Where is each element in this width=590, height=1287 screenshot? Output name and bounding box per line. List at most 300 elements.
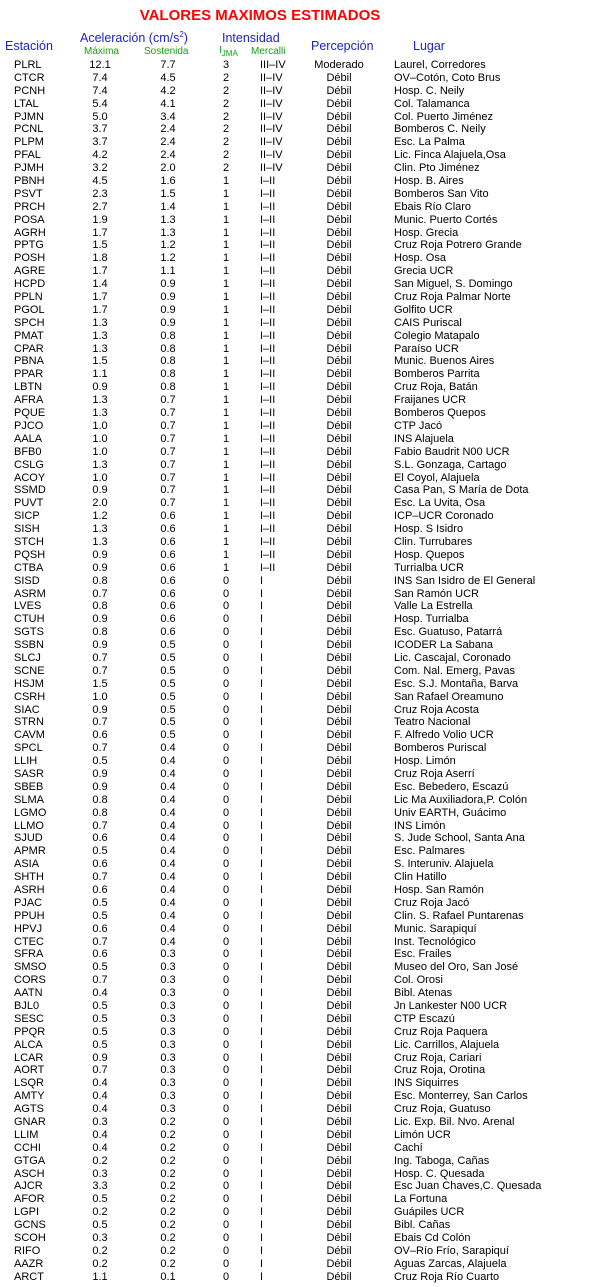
cell-maxima: 0.4	[92, 1128, 108, 1141]
cell-lugar: Lic. Carrillos, Alajuela	[394, 1038, 500, 1051]
cell-percepcion: Débil	[326, 497, 352, 510]
cell-ijma: 1	[222, 239, 230, 252]
cell-mercalli: I–II	[260, 458, 276, 471]
cell-percepcion: Débil	[326, 523, 352, 536]
cell-sostenida: 4.5	[160, 71, 176, 84]
cell-sostenida: 0.6	[160, 626, 176, 639]
cell-lugar: Com. Nal. Emerg, Pavas	[394, 664, 516, 677]
cell-ijma: 1	[222, 548, 230, 561]
cell-maxima: 1.7	[92, 303, 108, 316]
cell-ijma: 2	[222, 71, 230, 84]
cell-mercalli: I	[260, 1219, 264, 1232]
cell-lugar: Hosp. Osa	[394, 252, 446, 265]
cell-lugar: Col. Talamanca	[394, 97, 470, 110]
cell-lugar: Cruz Roja Palmar Norte	[394, 291, 511, 304]
header-intensidad: Intensidad	[222, 31, 280, 45]
cell-maxima: 0.6	[92, 922, 108, 935]
cell-sostenida: 0.4	[160, 935, 176, 948]
cell-mercalli: I–II	[260, 561, 276, 574]
cell-maxima: 0.7	[92, 1064, 108, 1077]
cell-ijma: 0	[222, 896, 230, 909]
cell-lugar: Fabio Baudrit N00 UCR	[394, 445, 510, 458]
cell-estacion: ASIA	[14, 858, 40, 871]
cell-lugar: Hosp. San Ramón	[394, 884, 484, 896]
cell-mercalli: I–II	[260, 381, 276, 394]
header-estacion: Estación	[5, 39, 53, 53]
cell-estacion: LCAR	[14, 1051, 44, 1064]
cell-maxima: 1.1	[92, 1270, 108, 1283]
table-row	[0, 201, 590, 214]
table-row	[0, 1129, 590, 1142]
cell-sostenida: 0.5	[160, 690, 176, 703]
cell-percepcion: Débil	[326, 381, 352, 394]
cell-percepcion: Débil	[326, 690, 352, 703]
cell-mercalli: I	[260, 896, 264, 909]
cell-maxima: 0.8	[92, 574, 108, 587]
cell-lugar: Bomberos Quepos	[394, 407, 486, 420]
cell-maxima: 1.3	[92, 523, 108, 536]
cell-estacion: CSLG	[14, 458, 44, 471]
cell-sostenida: 0.3	[160, 1103, 176, 1116]
cell-percepcion: Débil	[326, 1270, 352, 1283]
cell-sostenida: 0.4	[160, 767, 176, 780]
cell-lugar: Cachí	[394, 1141, 423, 1154]
cell-estacion: SPCL	[14, 742, 43, 755]
cell-maxima: 0.5	[92, 1000, 108, 1013]
table-row	[0, 446, 590, 459]
cell-mercalli: I–II	[260, 278, 276, 291]
cell-sostenida: 1.2	[160, 239, 176, 252]
cell-ijma: 0	[222, 1090, 230, 1103]
cell-estacion: SISH	[14, 523, 40, 536]
cell-mercalli: I	[260, 871, 264, 884]
cell-mercalli: I–II	[260, 407, 276, 420]
cell-lugar: Munic. Puerto Cortés	[394, 213, 498, 226]
cell-mercalli: I–II	[260, 432, 276, 445]
table-row	[0, 987, 590, 1000]
cell-sostenida: 0.8	[160, 329, 176, 342]
cell-ijma: 0	[222, 1025, 230, 1038]
table-row	[0, 252, 590, 265]
cell-lugar: Clin. Pto Jiménez	[394, 162, 480, 175]
cell-mercalli: I	[260, 1244, 264, 1257]
table-row	[0, 678, 590, 691]
cell-percepcion: Débil	[326, 767, 352, 780]
table-row	[0, 1026, 590, 1039]
cell-lugar: S. Interuniv. Alajuela	[394, 858, 494, 871]
cell-ijma: 2	[222, 84, 230, 97]
cell-sostenida: 0.2	[160, 1167, 176, 1180]
cell-sostenida: 0.4	[160, 871, 176, 884]
cell-ijma: 1	[222, 535, 230, 548]
cell-estacion: CTCR	[14, 71, 45, 84]
cell-lugar: Cruz Roja, Guatuso	[394, 1103, 491, 1116]
cell-ijma: 2	[222, 123, 230, 136]
cell-percepcion: Débil	[326, 484, 352, 497]
cell-estacion: POSH	[14, 252, 46, 265]
cell-estacion: PCNL	[14, 123, 44, 136]
cell-sostenida: 0.3	[160, 1025, 176, 1038]
cell-maxima: 1.4	[92, 278, 108, 291]
cell-estacion: PJCO	[14, 419, 44, 432]
cell-lugar: ICP–UCR Coronado	[394, 510, 494, 523]
header-lugar: Lugar	[413, 39, 445, 53]
cell-mercalli: I	[260, 832, 264, 845]
cell-lugar: Colegio Matapalo	[394, 329, 480, 342]
cell-sostenida: 0.3	[160, 1012, 176, 1025]
cell-mercalli: I–II	[260, 200, 276, 213]
cell-estacion: AGTS	[14, 1103, 44, 1116]
cell-lugar: Cruz Roja Jacó	[394, 896, 470, 909]
cell-maxima: 5.4	[92, 97, 108, 110]
cell-mercalli: II–IV	[260, 84, 283, 97]
cell-percepcion: Débil	[326, 613, 352, 626]
cell-sostenida: 0.6	[160, 613, 176, 626]
cell-lugar: Esc Juan Chaves,C. Quesada	[394, 1180, 542, 1193]
cell-lugar: Laurel, Corredores	[394, 59, 486, 71]
cell-mercalli: I	[260, 729, 264, 742]
cell-sostenida: 0.7	[160, 458, 176, 471]
cell-mercalli: I	[260, 716, 264, 729]
table-row	[0, 536, 590, 549]
cell-ijma: 0	[222, 755, 230, 768]
cell-ijma: 1	[222, 445, 230, 458]
table-row	[0, 832, 590, 845]
cell-percepcion: Débil	[326, 561, 352, 574]
cell-sostenida: 0.9	[160, 278, 176, 291]
cell-ijma: 0	[222, 961, 230, 974]
cell-maxima: 0.9	[92, 639, 108, 652]
cell-estacion: SBEB	[14, 780, 44, 793]
page-title: VALORES MAXIMOS ESTIMADOS	[139, 7, 381, 24]
cell-percepcion: Débil	[326, 97, 352, 110]
cell-ijma: 0	[222, 935, 230, 948]
cell-lugar: Cruz Roja Aserrí	[394, 767, 475, 780]
cell-percepcion: Débil	[326, 1180, 352, 1193]
cell-percepcion: Débil	[326, 1244, 352, 1257]
cell-percepcion: Débil	[326, 896, 352, 909]
cell-ijma: 0	[222, 651, 230, 664]
table-row	[0, 639, 590, 652]
cell-lugar: Esc. Palmares	[394, 845, 465, 858]
cell-maxima: 1.0	[92, 445, 108, 458]
cell-sostenida: 2.4	[160, 149, 176, 162]
cell-ijma: 1	[222, 432, 230, 445]
cell-maxima: 0.6	[92, 729, 108, 742]
cell-estacion: ASRM	[14, 587, 46, 600]
cell-mercalli: I	[260, 845, 264, 858]
cell-sostenida: 0.4	[160, 909, 176, 922]
cell-maxima: 0.7	[92, 819, 108, 832]
cell-percepcion: Débil	[326, 922, 352, 935]
cell-percepcion: Débil	[326, 961, 352, 974]
cell-percepcion: Débil	[326, 1000, 352, 1013]
cell-estacion: ASRH	[14, 884, 45, 896]
cell-percepcion: Débil	[326, 716, 352, 729]
cell-sostenida: 0.7	[160, 471, 176, 484]
cell-estacion: SJUD	[14, 832, 43, 845]
cell-percepcion: Débil	[326, 1064, 352, 1077]
table-row	[0, 1052, 590, 1065]
cell-sostenida: 0.3	[160, 961, 176, 974]
cell-mercalli: I	[260, 1000, 264, 1013]
table-row	[0, 1219, 590, 1232]
cell-mercalli: I	[260, 1232, 264, 1245]
cell-sostenida: 1.4	[160, 200, 176, 213]
cell-maxima: 4.2	[92, 149, 108, 162]
cell-percepcion: Débil	[326, 948, 352, 961]
table-row	[0, 227, 590, 240]
cell-estacion: SPCH	[14, 316, 45, 329]
cell-maxima: 1.3	[92, 329, 108, 342]
cell-mercalli: I–II	[260, 175, 276, 188]
table-row	[0, 368, 590, 381]
cell-lugar: Munic. Buenos Aires	[394, 355, 495, 368]
cell-sostenida: 0.5	[160, 677, 176, 690]
table-row	[0, 820, 590, 833]
cell-mercalli: II–IV	[260, 110, 283, 123]
cell-lugar: Hosp. C. Neily	[394, 84, 465, 97]
cell-maxima: 1.1	[92, 368, 108, 381]
cell-maxima: 0.4	[92, 987, 108, 1000]
cell-ijma: 2	[222, 136, 230, 149]
cell-sostenida: 2.0	[160, 162, 176, 175]
cell-ijma: 0	[222, 742, 230, 755]
cell-estacion: PPQR	[14, 1025, 46, 1038]
cell-sostenida: 1.5	[160, 187, 176, 200]
cell-percepcion: Débil	[326, 535, 352, 548]
cell-mercalli: I	[260, 884, 264, 896]
cell-estacion: SCOH	[14, 1232, 46, 1245]
cell-lugar: Col. Orosi	[394, 974, 443, 987]
cell-maxima: 0.4	[92, 1103, 108, 1116]
cell-estacion: AATN	[14, 987, 43, 1000]
cell-estacion: BJL0	[14, 1000, 40, 1013]
cell-lugar: INS San Isidro de El General	[394, 574, 536, 587]
cell-mercalli: I	[260, 639, 264, 652]
cell-sostenida: 0.4	[160, 845, 176, 858]
cell-sostenida: 0.2	[160, 1232, 176, 1245]
cell-mercalli: I	[260, 935, 264, 948]
cell-mercalli: I	[260, 1064, 264, 1077]
cell-ijma: 0	[222, 1154, 230, 1167]
table-row	[0, 961, 590, 974]
cell-sostenida: 0.4	[160, 922, 176, 935]
cell-lugar: INS Alajuela	[394, 432, 454, 445]
cell-mercalli: I	[260, 909, 264, 922]
table-row	[0, 1180, 590, 1193]
cell-mercalli: II–IV	[260, 71, 283, 84]
cell-ijma: 0	[222, 832, 230, 845]
cell-sostenida: 0.9	[160, 316, 176, 329]
cell-mercalli: I	[260, 1128, 264, 1141]
table-row	[0, 175, 590, 188]
cell-mercalli: I	[260, 664, 264, 677]
cell-sostenida: 4.1	[160, 97, 176, 110]
cell-sostenida: 0.4	[160, 780, 176, 793]
table-row	[0, 729, 590, 742]
cell-mercalli: I–II	[260, 445, 276, 458]
cell-ijma: 0	[222, 600, 230, 613]
table-row	[0, 1103, 590, 1116]
table-row	[0, 1077, 590, 1090]
cell-lugar: OV–Cotón, Coto Brus	[394, 71, 501, 84]
cell-ijma: 0	[222, 922, 230, 935]
cell-maxima: 0.7	[92, 935, 108, 948]
subheader-ijma	[219, 45, 238, 56]
cell-ijma: 0	[222, 948, 230, 961]
table-row	[0, 188, 590, 201]
cell-maxima: 0.7	[92, 742, 108, 755]
cell-lugar: Valle La Estrella	[394, 600, 473, 613]
cell-sostenida: 4.2	[160, 84, 176, 97]
cell-maxima: 0.5	[92, 755, 108, 768]
cell-ijma: 0	[222, 884, 230, 896]
cell-maxima: 0.6	[92, 884, 108, 896]
cell-ijma: 0	[222, 1128, 230, 1141]
cell-lugar: La Fortuna	[394, 1193, 448, 1206]
cell-mercalli: I	[260, 793, 264, 806]
cell-estacion: GTGA	[14, 1154, 46, 1167]
cell-estacion: LTAL	[14, 97, 39, 110]
cell-estacion: SISD	[14, 574, 40, 587]
cell-mercalli: I	[260, 948, 264, 961]
cell-estacion: HCPD	[14, 278, 46, 291]
cell-ijma: 0	[222, 1116, 230, 1129]
cell-estacion: AMTY	[14, 1090, 45, 1103]
cell-maxima: 1.0	[92, 471, 108, 484]
cell-percepcion: Débil	[326, 252, 352, 265]
cell-maxima: 0.3	[92, 1232, 108, 1245]
cell-percepcion: Débil	[326, 445, 352, 458]
cell-mercalli: I–II	[260, 265, 276, 278]
cell-lugar: Ebais Río Claro	[394, 200, 472, 213]
table-row	[0, 459, 590, 472]
cell-sostenida: 2.4	[160, 136, 176, 149]
cell-estacion: PLRL	[14, 59, 42, 71]
table-row	[0, 1013, 590, 1026]
cell-ijma: 0	[222, 1012, 230, 1025]
cell-estacion: STCH	[14, 535, 44, 548]
cell-percepcion: Débil	[326, 432, 352, 445]
cell-lugar: Lic. Finca Alajuela,Osa	[394, 149, 506, 162]
cell-percepcion: Débil	[326, 871, 352, 884]
cell-maxima: 1.3	[92, 394, 108, 407]
cell-lugar: Lic Ma Auxiliadora,P. Colón	[394, 793, 528, 806]
cell-ijma: 0	[222, 1051, 230, 1064]
cell-mercalli: I	[260, 1103, 264, 1116]
cell-mercalli: II–IV	[260, 149, 283, 162]
cell-estacion: PPUH	[14, 909, 45, 922]
cell-maxima: 0.3	[92, 1167, 108, 1180]
cell-mercalli: II–IV	[260, 136, 283, 149]
cell-estacion: APMR	[14, 845, 46, 858]
table-row	[0, 510, 590, 523]
header-aceleracion	[80, 31, 188, 45]
table-row	[0, 1155, 590, 1168]
cell-estacion: PQSH	[14, 548, 46, 561]
cell-mercalli: I–II	[260, 368, 276, 381]
cell-estacion: CPAR	[14, 342, 44, 355]
header-aceleracion-close: )	[183, 31, 188, 45]
cell-lugar: Paraíso UCR	[394, 342, 459, 355]
cell-sostenida: 0.7	[160, 407, 176, 420]
cell-mercalli: I–II	[260, 548, 276, 561]
cell-maxima: 0.4	[92, 1090, 108, 1103]
cell-ijma: 0	[222, 1038, 230, 1051]
cell-percepcion: Débil	[326, 677, 352, 690]
table-row	[0, 884, 590, 897]
cell-ijma: 1	[222, 381, 230, 394]
cell-lugar: Cruz Roja Paquera	[394, 1025, 488, 1038]
cell-sostenida: 0.6	[160, 510, 176, 523]
cell-maxima: 0.5	[92, 909, 108, 922]
cell-lugar: Cruz Roja, Orotina	[394, 1064, 486, 1077]
cell-percepcion: Débil	[326, 806, 352, 819]
cell-ijma: 0	[222, 703, 230, 716]
cell-sostenida: 1.6	[160, 175, 176, 188]
cell-estacion: SSMD	[14, 484, 46, 497]
cell-percepcion: Débil	[326, 1206, 352, 1219]
cell-lugar: Museo del Oro, San José	[394, 961, 519, 974]
cell-sostenida: 0.7	[160, 419, 176, 432]
cell-ijma: 1	[222, 419, 230, 432]
cell-percepcion: Débil	[326, 407, 352, 420]
cell-percepcion: Débil	[326, 587, 352, 600]
cell-lugar: Bomberos Parrita	[394, 368, 480, 381]
cell-percepcion: Débil	[326, 200, 352, 213]
cell-lugar: INS Siquirres	[394, 1077, 459, 1090]
cell-sostenida: 0.4	[160, 793, 176, 806]
cell-estacion: LVES	[14, 600, 42, 613]
cell-mercalli: I	[260, 1090, 264, 1103]
table-row	[0, 1245, 590, 1258]
cell-maxima: 0.9	[92, 1051, 108, 1064]
cell-ijma: 0	[222, 1219, 230, 1232]
cell-maxima: 1.5	[92, 677, 108, 690]
cell-ijma: 2	[222, 149, 230, 162]
cell-lugar: Bomberos San Vito	[394, 187, 489, 200]
cell-sostenida: 0.7	[160, 394, 176, 407]
cell-sostenida: 2.4	[160, 123, 176, 136]
cell-sostenida: 0.3	[160, 974, 176, 987]
cell-mercalli: I	[260, 780, 264, 793]
cell-estacion: SCNE	[14, 664, 45, 677]
cell-ijma: 1	[222, 252, 230, 265]
cell-ijma: 1	[222, 523, 230, 536]
table-row	[0, 523, 590, 536]
cell-estacion: ACOY	[14, 471, 46, 484]
cell-mercalli: I	[260, 922, 264, 935]
cell-lugar: CTP Jacó	[394, 419, 443, 432]
cell-ijma: 0	[222, 1000, 230, 1013]
cell-lugar: Bomberos Puriscal	[394, 742, 487, 755]
cell-maxima: 0.8	[92, 806, 108, 819]
cell-ijma: 1	[222, 226, 230, 239]
cell-ijma: 1	[222, 316, 230, 329]
table-row	[0, 330, 590, 343]
cell-ijma: 0	[222, 1193, 230, 1206]
cell-percepcion: Débil	[326, 1193, 352, 1206]
cell-percepcion: Débil	[326, 1051, 352, 1064]
station-table	[0, 59, 590, 1284]
cell-mercalli: I	[260, 1051, 264, 1064]
table-row	[0, 716, 590, 729]
cell-sostenida: 0.9	[160, 303, 176, 316]
cell-mercalli: I	[260, 1012, 264, 1025]
cell-sostenida: 0.6	[160, 587, 176, 600]
cell-sostenida: 0.3	[160, 1000, 176, 1013]
